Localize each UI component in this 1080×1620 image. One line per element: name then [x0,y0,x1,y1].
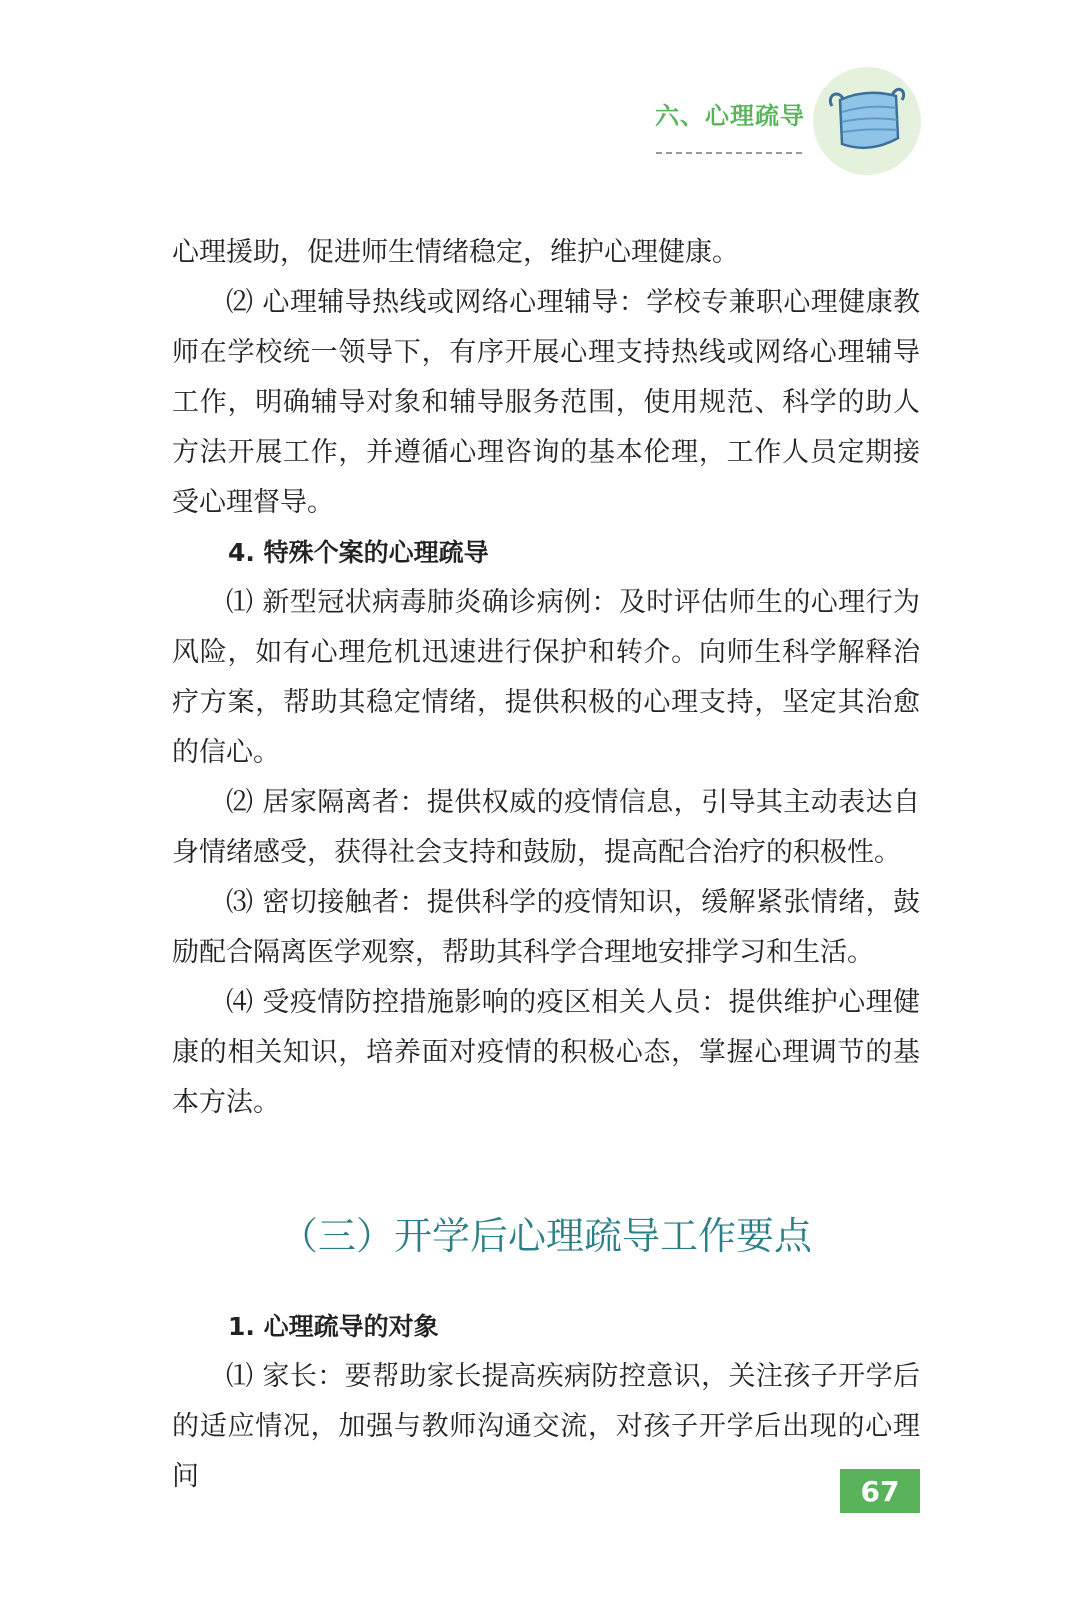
section-title: （三）开学后心理疏导工作要点 [279,1214,812,1258]
paragraph: ⑷ 受疫情防控措施影响的疫区相关人员：提供维护心理健康的相关知识，培养面对疫情的积极心态，掌握心理调节的基本方法。 [172,987,920,1118]
subheading: 1. 心理疏导的对象 [228,1312,439,1341]
paragraph: ⑶ 密切接触者：提供科学的疫情知识，缓解紧张情绪，鼓励配合隔离医学观察，帮助其科学合理地安排学习和生活。 [172,887,920,968]
face-mask-icon [812,66,922,176]
paragraph: 心理援助，促进师生情绪稳定，维护心理健康。 [172,237,739,268]
paragraph: ⑵ 居家隔离者：提供权威的疫情信息，引导其主动表达自身情绪感受，获得社会支持和鼓励，提高配合治疗的积极性。 [172,787,920,868]
paragraph: ⑴ 新型冠状病毒肺炎确诊病例：及时评估师生的心理行为风险，如有心理危机迅速进行保护和转介。向师生科学解释治疗方案，帮助其稳定情绪，提供积极的心理支持，坚定其治愈的信心。 [172,587,920,768]
paragraph: ⑵ 心理辅导热线或网络心理辅导：学校专兼职心理健康教师在学校统一领导下，有序开展心理支持热线或网络心理辅导工作，明确辅导对象和辅导服务范围，使用规范、科学的助人方法开展工作，并遵循心理咨询的基本伦理，工作人员定期接受心理督导。 [172,287,920,518]
page-number: 67 [840,1469,920,1513]
page-content [172,228,920,1502]
chapter-header: 六、心理疏导 [655,102,805,130]
paragraph: ⑴ 家长：要帮助家长提高疾病防控意识，关注孩子开学后的适应情况，加强与教师沟通交流，对孩子开学后出现的心理问 [172,1361,920,1492]
subheading: 4. 特殊个案的心理疏导 [228,538,489,567]
header-divider [656,152,802,154]
